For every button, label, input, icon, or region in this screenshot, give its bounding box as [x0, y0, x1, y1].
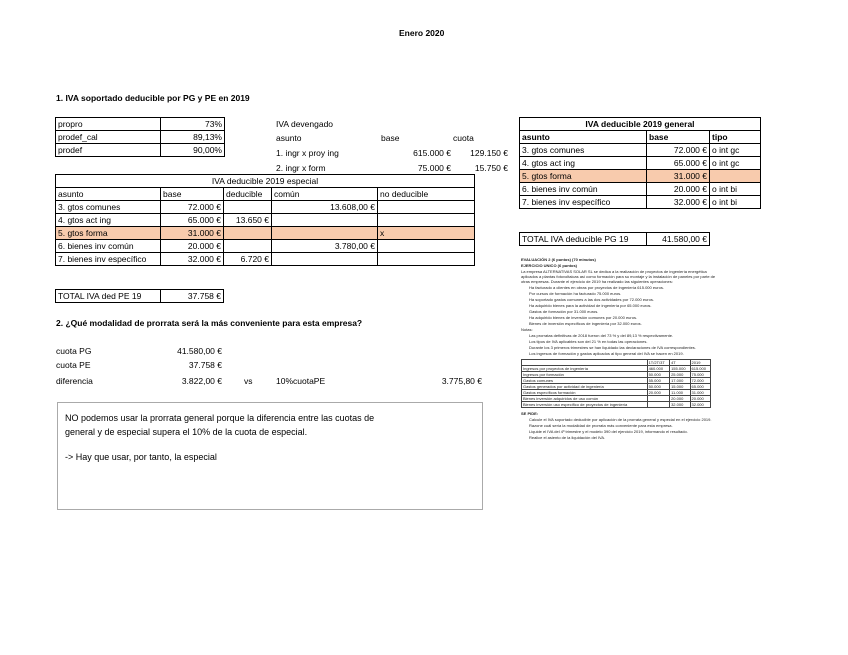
header-base: base	[161, 188, 224, 201]
doc-cell: Ingresos por formación	[522, 372, 648, 378]
total-row	[56, 290, 224, 303]
conclusion-box	[57, 402, 483, 510]
asunto-cell: 3. gtos comunes	[56, 201, 161, 214]
list-item: Por cursos de formación ha facturado 75.000 euros.	[529, 291, 622, 296]
note-item: Los ingresos de formación y gastos aplicados al tipo general del IVA se hacen en 2019.	[529, 351, 684, 356]
asunto-cell: 4. gtos act ing	[520, 157, 647, 170]
section-1-title: 1. IVA soportado deducible por PG y PE en 2019	[56, 93, 250, 103]
comun-cell: 13.608,00 €	[272, 201, 378, 214]
doc-cell: 15.000	[670, 384, 690, 390]
doc-cell: 25.000	[670, 372, 690, 378]
doc-cell: 11.000	[670, 390, 690, 396]
task-item: Realice el asiento de la liquidación del IVA.	[529, 435, 606, 440]
devengado-cuota: 129.150 €	[470, 148, 508, 158]
task-item: Calcule el IVA soportado deducible por aplicación de la prorrata general y especial en el ejercicio 2019.	[529, 417, 712, 422]
no-deducible-cell: x	[378, 227, 475, 240]
asunto-cell: 3. gtos comunes	[520, 144, 647, 157]
deducible-cell	[224, 227, 272, 240]
base-cell: 65.000 €	[647, 157, 710, 170]
doc-tasks-label: SE PIDE:	[521, 411, 539, 416]
page-title: Enero 2020	[399, 28, 445, 38]
prorrata-row	[56, 131, 225, 144]
asunto-cell: 6. bienes inv común	[56, 240, 161, 253]
base-cell: 72.000 €	[161, 201, 224, 214]
doc-cell: 31.000	[690, 390, 710, 396]
doc-intro: La empresa ALTERNATIVAS SOLAR SL se dedica a la realización de proyectos de ingeniería energética aplicados a plantas fotovoltaicas así como formación para su montaje y la instalación de paneles por parte de otras empresas. Durante el ejercicio de 2019 ha realizado las siguientes operaciones:	[521, 269, 716, 284]
doc-cell: Gastos comunes	[522, 378, 648, 384]
header-tipo: tipo	[710, 131, 761, 144]
task-item: Razone cuál sería la modalidad de prorrata más conveniente para esta empresa.	[529, 423, 673, 428]
prorrata-label: prodef	[56, 144, 161, 157]
general-table	[519, 117, 761, 209]
no-deducible-cell	[378, 201, 475, 214]
table-row-highlighted	[520, 170, 761, 183]
especial-total-table	[55, 289, 224, 303]
doc-cell: 20.000	[670, 396, 690, 402]
base-cell: 31.000 €	[647, 170, 710, 183]
section-2-title: 2. ¿Qué modalidad de prorrata será la más conveniente para esta empresa?	[56, 318, 363, 328]
doc-heading: EVALUACIÓN 2 (6 puntos) (70 minutos)	[521, 257, 596, 262]
devengado-cuota: 15.750 €	[474, 163, 508, 173]
total-label: TOTAL IVA ded PE 19	[56, 290, 161, 303]
base-cell: 72.000 €	[647, 144, 710, 157]
doc-cell: 155.000	[670, 366, 690, 372]
doc-cell: 460.000	[647, 366, 670, 372]
table-row	[520, 183, 761, 196]
asunto-cell: 5. gtos forma	[56, 227, 161, 240]
prorrata-row	[56, 144, 225, 157]
doc-cell: 20.000	[690, 396, 710, 402]
doc-cell: Ingresos por proyectos de ingeniería	[522, 366, 648, 372]
general-title-row	[520, 118, 761, 131]
general-total-table	[519, 232, 710, 246]
asunto-cell: 6. bienes inv común	[520, 183, 647, 196]
total-label: TOTAL IVA deducible PG 19	[520, 233, 647, 246]
doc-cell: 17.000	[670, 378, 690, 384]
doc-cell: 1T/2T/3T	[647, 360, 670, 366]
note-item: Durante los 3 primeros trimestres se han liquidado las declaraciones de IVA correspondientes.	[529, 345, 696, 350]
especial-header-row	[56, 188, 475, 201]
list-item: Gastos de formación por 31.000 euros.	[529, 309, 599, 314]
doc-notes-label: Notas:	[521, 327, 533, 332]
cuota-pe-value: 37.758 €	[188, 360, 222, 370]
cuota-pg-value: 41.580,00 €	[177, 346, 222, 356]
base-cell: 20.000 €	[647, 183, 710, 196]
devengado-header-cuota: cuota	[453, 133, 474, 143]
pct-label: 10%cuotaPE	[276, 376, 326, 386]
especial-table	[55, 174, 475, 266]
header-asunto: asunto	[520, 131, 647, 144]
comun-cell: 3.780,00 €	[272, 240, 378, 253]
list-item: Ha adquirido bienes para la actividad de ingeniería por 65.000 euros.	[529, 303, 652, 308]
conclusion-line-1: NO podemos usar la prorrata general porque la diferencia entre las cuotas de	[65, 413, 375, 423]
base-cell: 65.000 €	[161, 214, 224, 227]
asunto-cell: 7. bienes inv específico	[520, 196, 647, 209]
doc-cell: 50.000	[647, 384, 670, 390]
asunto-cell: 4. gtos act ing	[56, 214, 161, 227]
especial-title-row	[56, 175, 475, 188]
comun-cell	[272, 253, 378, 266]
tipo-cell: o int bi	[710, 183, 761, 196]
doc-cell: 50.000	[647, 372, 670, 378]
devengado-base: 615.000 €	[413, 148, 451, 158]
table-row	[520, 196, 761, 209]
tipo-cell: o int gc	[710, 144, 761, 157]
base-cell: 32.000 €	[647, 196, 710, 209]
doc-cell: 2019	[690, 360, 710, 366]
table-row	[520, 144, 761, 157]
prorrata-row	[56, 118, 225, 131]
task-item: Liquide el IVA del 4º trimestre y el modelo 390 del ejercicio 2019, informando el resultado.	[529, 429, 688, 434]
diferencia-label: diferencia	[56, 376, 93, 386]
doc-cell: 4T	[670, 360, 690, 366]
conclusion-line-2: general y de especial supera el 10% de la cuota de especial.	[65, 427, 308, 437]
note-item: Los tipos de IVA aplicables son del 21 % en todas las operaciones.	[529, 339, 648, 344]
table-row	[522, 402, 711, 408]
table-row	[56, 240, 475, 253]
especial-title: IVA deducible 2019 especial	[56, 175, 475, 188]
pct-value: 3.775,80 €	[441, 376, 482, 386]
devengado-title: IVA devengado	[276, 119, 334, 129]
list-item: Ha soportado gastos comunes a las dos actividades por 72.000 euros.	[529, 297, 654, 302]
asunto-cell: 7. bienes inv específico	[56, 253, 161, 266]
doc-cell	[647, 402, 670, 408]
doc-cell: Bienes inversión uso específico de proyectos de ingeniería	[522, 402, 648, 408]
doc-cell: 72.000	[690, 378, 710, 384]
comun-cell	[272, 227, 378, 240]
no-deducible-cell	[378, 240, 475, 253]
list-item: Bienes de inversión específicos de ingeniería por 32.000 euros.	[529, 321, 642, 326]
no-deducible-cell	[378, 214, 475, 227]
devengado-asunto: 1. ingr x proy ing	[276, 148, 339, 158]
exam-statement-image	[521, 257, 716, 441]
doc-subheading: EJERCICIO UNICO (6 puntos)	[521, 263, 578, 268]
doc-cell: 55.000	[647, 378, 670, 384]
header-asunto: asunto	[56, 188, 161, 201]
doc-cell: 615.000	[690, 366, 710, 372]
tipo-cell: o int bi	[710, 196, 761, 209]
note-item: Las prorratas definitivas de 2018 fueron del 73 % y del 89,13 % respectivamente.	[529, 333, 674, 338]
header-comun: común	[272, 188, 378, 201]
table-row	[56, 214, 475, 227]
prorrata-label: propro	[56, 118, 161, 131]
header-deducible: deducible	[224, 188, 272, 201]
doc-cell: Gastos específicos formación	[522, 390, 648, 396]
doc-table	[521, 359, 711, 408]
doc-cell: 65.000	[690, 384, 710, 390]
list-item: Ha facturado a clientes en obras por proyectos de ingeniería 615.000 euros.	[529, 285, 664, 290]
prorrata-value: 89,13%	[161, 131, 225, 144]
doc-cell: 32.000	[690, 402, 710, 408]
base-cell: 32.000 €	[161, 253, 224, 266]
devengado-base: 75.000 €	[417, 163, 451, 173]
devengado-asunto: 2. ingr x form	[276, 163, 326, 173]
deducible-cell	[224, 240, 272, 253]
conclusion-line-3: -> Hay que usar, por tanto, la especial	[65, 452, 217, 462]
table-row	[56, 201, 475, 214]
prorrata-table	[55, 117, 225, 157]
diferencia-value: 3.822,00 €	[181, 376, 222, 386]
asunto-cell: 5. gtos forma	[520, 170, 647, 183]
doc-cell: Bienes inversión adquiridos de uso común	[522, 396, 648, 402]
cuota-pg-label: cuota PG	[56, 346, 92, 356]
doc-cell: Gastos generados por actividad de ingeniería	[522, 384, 648, 390]
deducible-cell	[224, 201, 272, 214]
prorrata-label: prodef_cal	[56, 131, 161, 144]
header-no-deducible: no deducible	[378, 188, 475, 201]
deducible-cell: 6.720 €	[224, 253, 272, 266]
prorrata-value: 90,00%	[161, 144, 225, 157]
general-header-row	[520, 131, 761, 144]
prorrata-value: 73%	[161, 118, 225, 131]
deducible-cell: 13.650 €	[224, 214, 272, 227]
devengado-header-base: base	[381, 133, 400, 143]
tipo-cell	[710, 170, 761, 183]
total-value: 37.758 €	[161, 290, 224, 303]
total-value: 41.580,00 €	[647, 233, 710, 246]
base-cell: 20.000 €	[161, 240, 224, 253]
total-row	[520, 233, 710, 246]
comun-cell	[272, 214, 378, 227]
base-cell: 31.000 €	[161, 227, 224, 240]
vs-label: vs	[244, 376, 253, 386]
doc-cell: 75.000	[690, 372, 710, 378]
no-deducible-cell	[378, 253, 475, 266]
general-title: IVA deducible 2019 general	[520, 118, 761, 131]
doc-cell: 32.000	[670, 402, 690, 408]
devengado-header-asunto: asunto	[276, 133, 302, 143]
cuota-pe-label: cuota PE	[56, 360, 91, 370]
table-row-highlighted	[56, 227, 475, 240]
list-item: Ha adquirido bienes de inversión comunes por 20.000 euros.	[529, 315, 638, 320]
table-row	[56, 253, 475, 266]
doc-cell: 20.000	[647, 390, 670, 396]
header-base: base	[647, 131, 710, 144]
table-row	[520, 157, 761, 170]
tipo-cell: o int gc	[710, 157, 761, 170]
